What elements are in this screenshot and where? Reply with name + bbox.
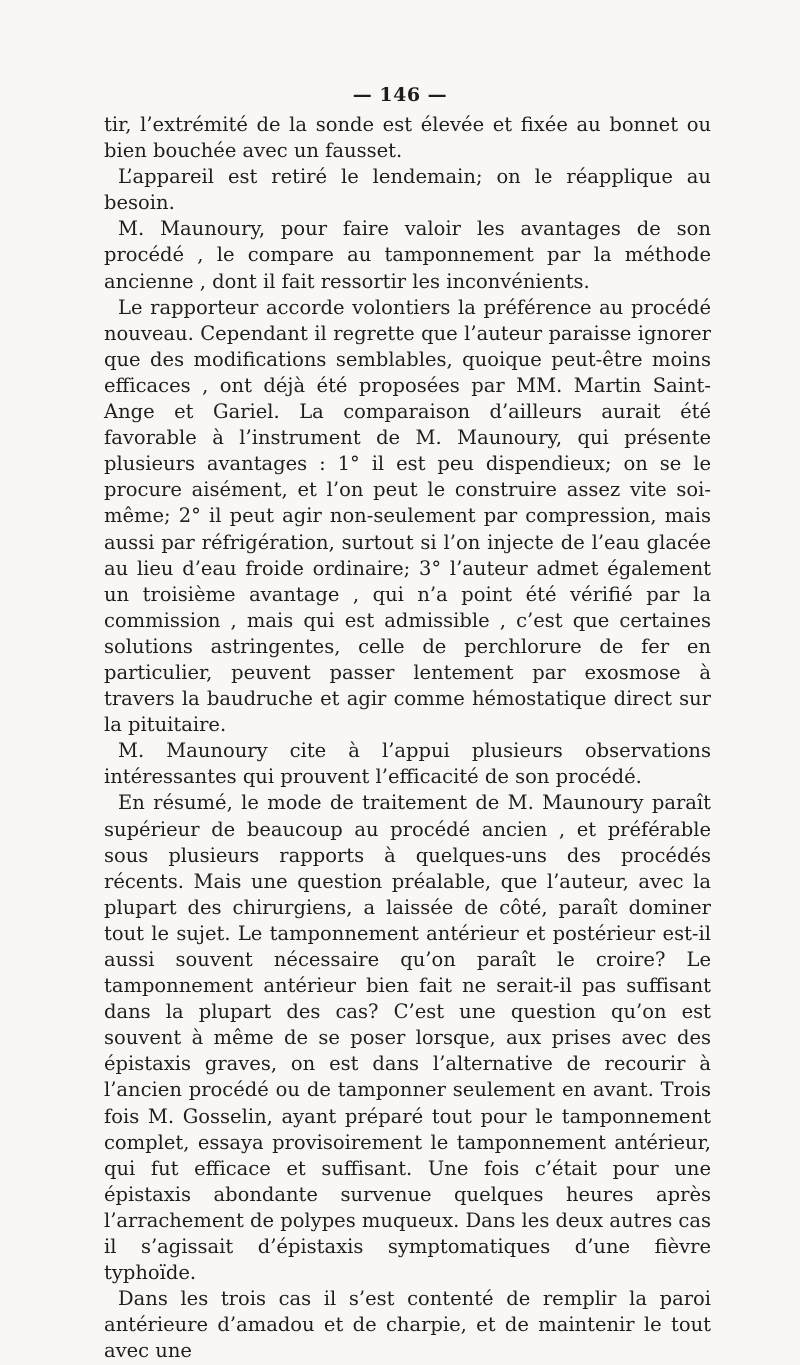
page-number-header: — 146 — xyxy=(352,84,448,106)
body-text xyxy=(104,112,711,1365)
paragraph-4: Le rapporteur accorde volontiers la préférence au procédé nouveau. Cependant il regrette que l’auteur paraisse ignorer que des modifications semblables, quoique peut-être moins efficaces , ont déjà été proposées par MM. Martin Saint-Ange et Gariel. La comparaison d’ailleurs aurait été favorable à l’instrument de M. Maunoury, qui présente plusieurs avantages : 1° il est peu dispendieux; on se le procure aisément, et l’on peut le construire assez vite soi-même; 2° il peut agir non-seulement par compression, mais aussi par réfrigération, surtout si l’on injecte de l’eau glacée au lieu d’eau froide ordinaire; 3° l’auteur admet également un troisième avantage , qui n’a point été vérifié par la commission , mais qui est admissible , c’est que certaines solutions astringentes, celle de perchlorure de fer en particulier, peuvent passer lentement par exosmose à travers la baudruche et agir comme hémostatique direct sur la pituitaire. xyxy=(104,295,711,737)
paragraph-2: L’appareil est retiré le lendemain; on le réapplique au besoin. xyxy=(104,165,711,215)
paragraph-5: M. Maunoury cite à l’appui plusieurs observations intéressantes qui prouvent l’efficacité de son procédé. xyxy=(104,739,711,789)
paragraph-7: Dans les trois cas il s’est contenté de remplir la paroi antérieure d’amadou et de charpie, et de maintenir le tout avec une xyxy=(104,1287,711,1363)
paragraph-1: tir, l’extrémité de la sonde est élevée et fixée au bonnet ou bien bouchée avec un fausset. xyxy=(104,113,711,163)
paragraph-3: M. Maunoury, pour faire valoir les avantages de son procédé , le compare au tamponnement par la méthode ancienne , dont il fait ressortir les inconvénients. xyxy=(104,217,711,293)
paragraph-6: En résumé, le mode de traitement de M. Maunoury paraît supérieur de beaucoup au procédé ancien , et préférable sous plusieurs rapports à quelques-uns des procédés récents. Mais une question préalable, que l’auteur, avec la plupart des chirurgiens, a laissée de côté, paraît dominer tout le sujet. Le tamponnement antérieur et postérieur est-il aussi souvent nécessaire qu’on paraît le croire? Le tamponnement antérieur bien fait ne serait-il pas suffisant dans la plupart des cas? C’est une question qu’on est souvent à même de se poser lorsque, aux prises avec des épistaxis graves, on est dans l’alternative de recourir à l’ancien procédé ou de tamponner seulement en avant. Trois fois M. Gosselin, ayant préparé tout pour le tamponnement complet, essaya provisoirement le tamponnement antérieur, qui fut efficace et suffisant. Une fois c’était pour une épistaxis abondante survenue quelques heures après l’arrachement de polypes muqueux. Dans les deux autres cas il s’agissait d’épistaxis symptomatiques d’une fièvre typhoïde. xyxy=(104,791,711,1285)
